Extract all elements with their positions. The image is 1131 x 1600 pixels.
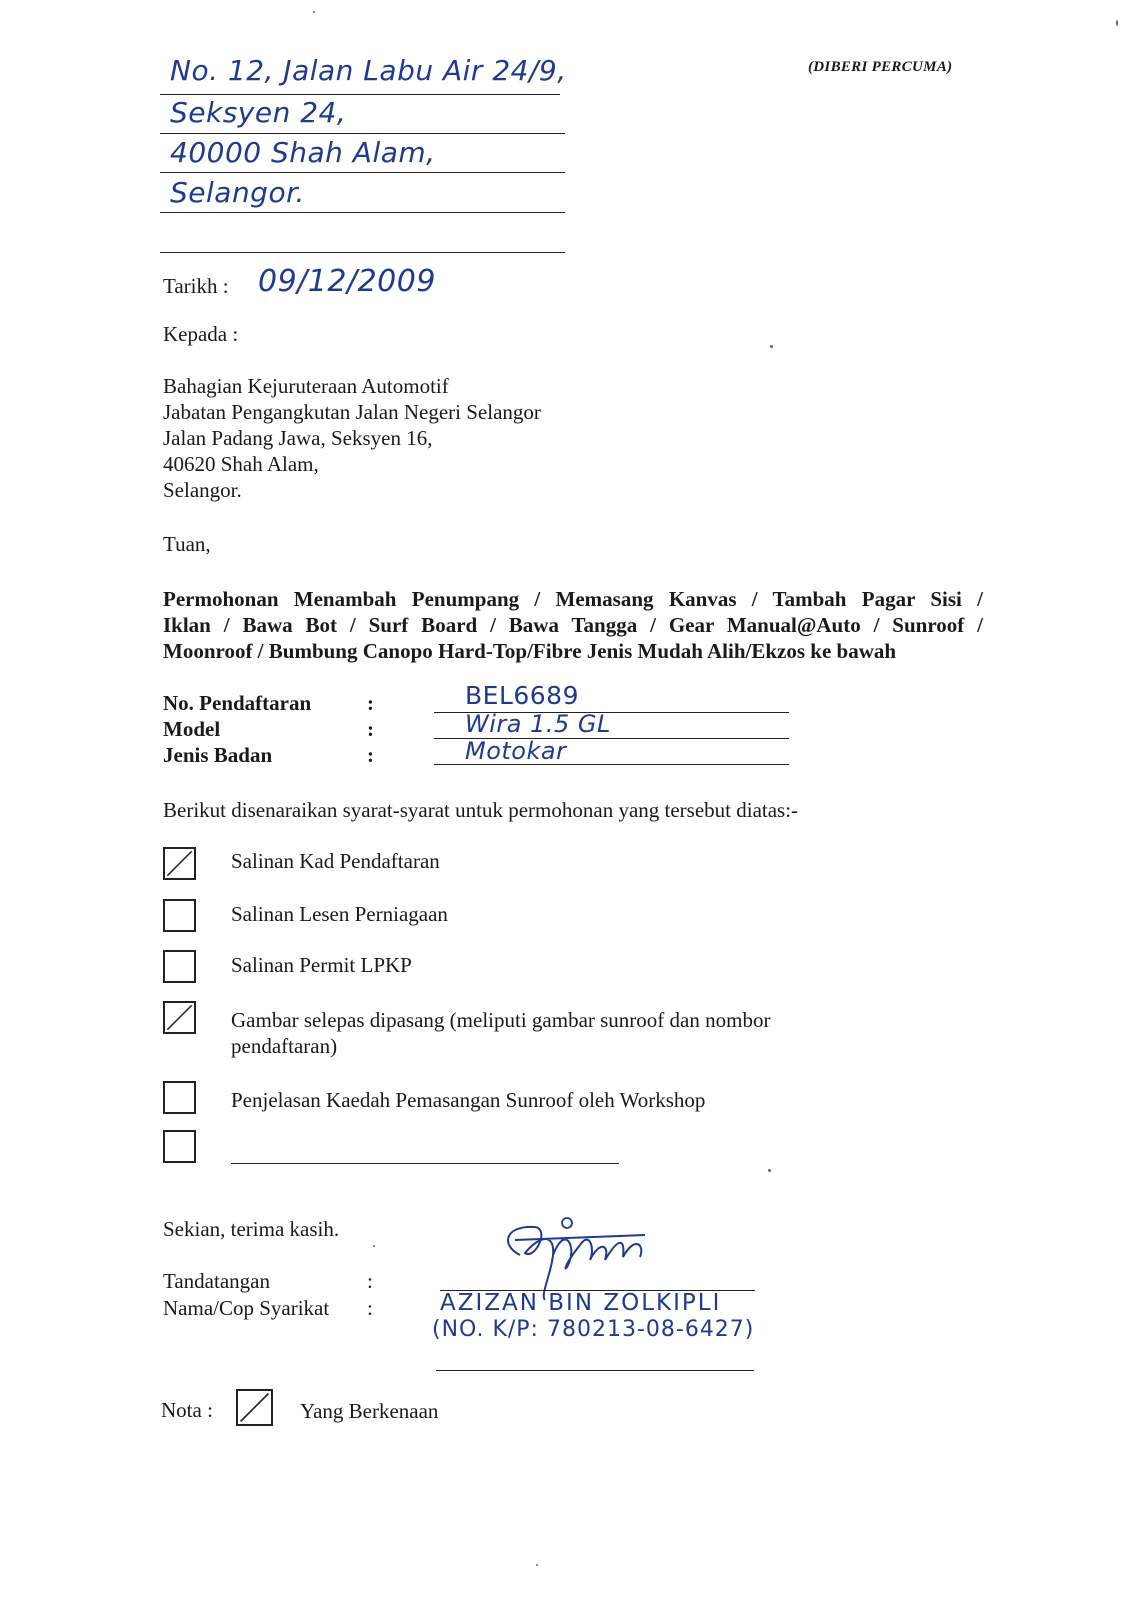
name-value: AZIZAN BIN ZOLKIPLI: [440, 1290, 722, 1316]
subject: [163, 586, 983, 664]
recipient-line: 40620 Shah Alam,: [163, 452, 319, 476]
model-label: Model: [163, 717, 221, 741]
check-mark-icon: [165, 1003, 194, 1032]
checklist-label: Gambar selepas dipasang (meliputi gambar sunroof dan nombor: [231, 1008, 771, 1032]
recipient-line: Selangor.: [163, 478, 242, 502]
recipient-line: Jabatan Pengangkutan Jalan Negeri Selangor: [163, 400, 541, 424]
signature-scribble: [495, 1215, 665, 1300]
ic-value: (NO. K/P: 780213-08-6427): [432, 1317, 755, 1342]
note-text: Yang Berkenaan: [300, 1399, 439, 1423]
checklist-label: Salinan Lesen Perniagaan: [231, 902, 448, 926]
subject-line: Moonroof / Bumbung Canopo Hard-Top/Fibre Jenis Mudah Alih/Ekzos ke bawah: [163, 639, 897, 663]
name-label: Nama/Cop Syarikat: [163, 1296, 330, 1320]
checklist-label: Salinan Permit LPKP: [231, 953, 412, 977]
recipient-line: Bahagian Kejuruteraan Automotif: [163, 374, 449, 398]
name-rule: [436, 1370, 754, 1371]
free-note: (DIBERI PERCUMA): [808, 59, 953, 75]
other-blank-rule: [231, 1163, 619, 1164]
scan-speck: [373, 1245, 375, 1247]
sender-address-line-3: 40000 Shah Alam,: [170, 136, 436, 169]
subject-line: Iklan / Bawa Bot / Surf Board / Bawa Tangga / Gear Manual@Auto / Sunroof /: [163, 613, 983, 637]
checklist-label: Penjelasan Kaedah Pemasangan Sunroof oleh Workshop: [231, 1088, 706, 1112]
requirements-intro: Berikut disenaraikan syarat-syarat untuk permohonan yang tersebut diatas:-: [163, 798, 799, 822]
checkbox-other[interactable]: [163, 1130, 196, 1163]
address-rule: [160, 212, 565, 213]
checklist-label-cont: pendaftaran): [231, 1034, 338, 1058]
recipient-line: Jalan Padang Jawa, Seksyen 16,: [163, 426, 433, 450]
scan-speck: [770, 345, 773, 348]
scan-speck: [768, 1169, 771, 1172]
colon: :: [367, 717, 374, 741]
subject-line: Permohonan Menambah Penumpang / Memasang Kanvas / Tambah Pagar Sisi /: [163, 587, 983, 611]
note-label: Nota :: [161, 1398, 213, 1422]
closing: Sekian, terima kasih.: [163, 1217, 340, 1241]
checkbox-lesen-perniagaan[interactable]: [163, 899, 196, 932]
address-rule: [160, 172, 565, 173]
address-rule: [160, 133, 565, 134]
body-value: Motokar: [465, 737, 567, 765]
checkbox-gambar[interactable]: [163, 1001, 196, 1034]
check-mark-icon: [238, 1391, 271, 1424]
address-rule: [160, 252, 565, 253]
checkbox-penjelasan[interactable]: [163, 1081, 196, 1114]
salutation: Tuan,: [163, 532, 211, 556]
sender-address-line-1: No. 12, Jalan Labu Air 24/9,: [170, 54, 567, 87]
signature-label: Tandatangan: [163, 1269, 270, 1293]
scan-speck: [536, 1564, 538, 1566]
date-value: 09/12/2009: [258, 264, 436, 299]
checklist-label: Salinan Kad Pendaftaran: [231, 849, 440, 873]
scan-speck: [1116, 20, 1118, 26]
model-value: Wira 1.5 GL: [465, 710, 611, 738]
sender-address-line-2: Seksyen 24,: [170, 96, 347, 129]
sender-address-line-4: Selangor.: [170, 176, 305, 209]
to-label: Kepada :: [163, 322, 239, 346]
note-checkbox: [236, 1389, 273, 1426]
body-label: Jenis Badan: [163, 743, 273, 767]
recipient-address: [163, 373, 541, 503]
check-mark-icon: [165, 849, 194, 878]
scan-speck: [313, 11, 315, 13]
date-label: Tarikh :: [163, 274, 229, 298]
address-rule: [160, 94, 560, 95]
colon: :: [367, 1269, 373, 1293]
reg-label: No. Pendaftaran: [163, 691, 312, 715]
colon: :: [367, 691, 374, 715]
checkbox-kad-pendaftaran[interactable]: [163, 847, 196, 880]
checkbox-permit-lpkp[interactable]: [163, 950, 196, 983]
colon: :: [367, 1296, 373, 1320]
field-rule: [434, 764, 789, 765]
colon: :: [367, 743, 374, 767]
reg-value: BEL6689: [465, 681, 579, 710]
